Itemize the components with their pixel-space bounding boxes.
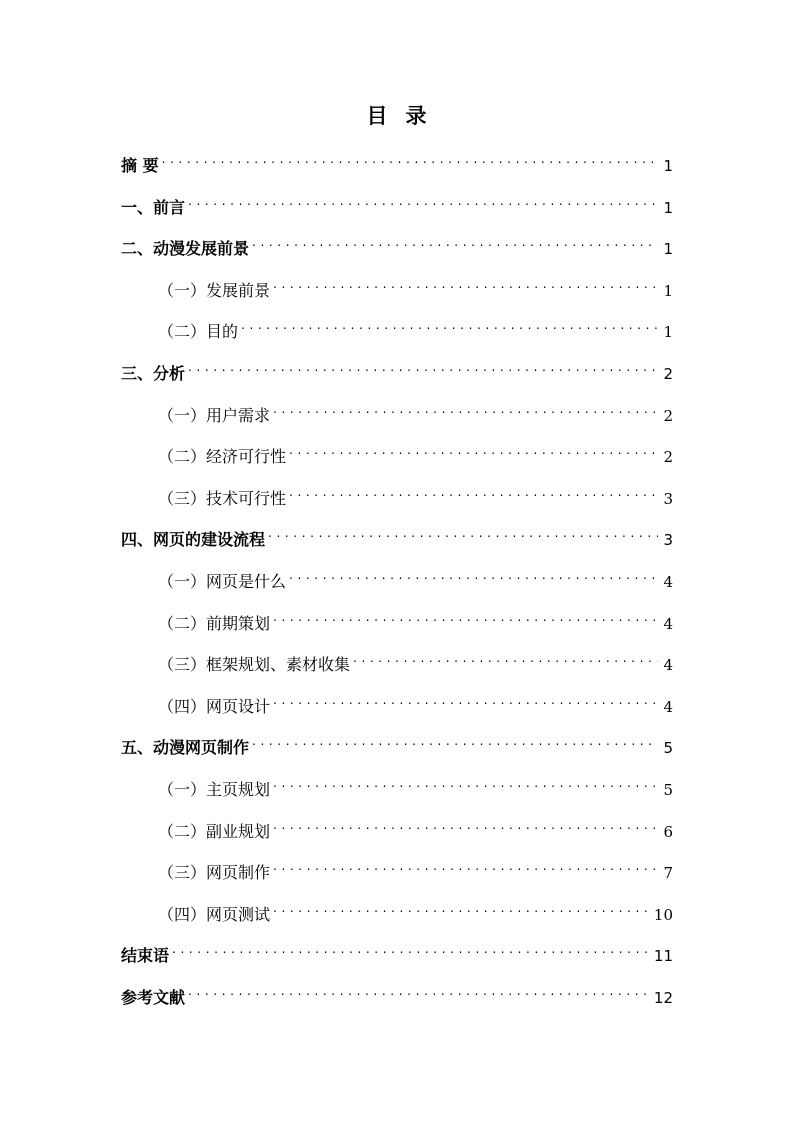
toc-dot-leader <box>162 147 659 171</box>
toc-entry[interactable] <box>158 480 673 508</box>
toc-entry-label: （四）网页设计 <box>158 697 271 716</box>
toc-entry-label: （二）前期策划 <box>158 614 271 633</box>
toc-entry-label: 二、动漫发展前景 <box>121 239 250 258</box>
toc-entry-page-number: 2 <box>663 365 673 383</box>
toc-dot-leader <box>273 272 658 296</box>
toc-dot-leader <box>273 397 658 421</box>
toc-entry[interactable] <box>158 563 673 591</box>
toc-entry-label: （四）网页测试 <box>158 905 271 924</box>
toc-entry-page-number: 1 <box>663 323 673 341</box>
toc-entry[interactable] <box>158 605 673 633</box>
toc-entry-page-number: 5 <box>663 739 673 757</box>
toc-entry-page-number: 4 <box>663 656 673 674</box>
toc-entry-label: （一）发展前景 <box>158 281 271 300</box>
toc-entry-label: 摘 要 <box>121 156 159 175</box>
toc-dot-leader <box>172 937 649 961</box>
toc-dot-leader <box>188 189 658 213</box>
toc-entry-label: 三、分析 <box>121 364 186 383</box>
toc-entry[interactable] <box>158 771 673 799</box>
toc-entry-page-number: 3 <box>663 531 673 549</box>
toc-entry[interactable] <box>121 979 673 1007</box>
toc-entry-label: 一、前言 <box>121 198 186 217</box>
toc-dot-leader <box>289 480 658 504</box>
toc-entry-page-number: 4 <box>663 698 673 716</box>
toc-dot-leader <box>289 438 658 462</box>
toc-entry[interactable] <box>121 147 673 175</box>
toc-entry[interactable] <box>121 729 673 757</box>
toc-dot-leader <box>268 521 658 545</box>
toc-entry-label: （二）经济可行性 <box>158 447 287 466</box>
toc-dot-leader <box>188 979 649 1003</box>
toc-entry[interactable] <box>121 521 673 549</box>
toc-entry-page-number: 7 <box>663 864 673 882</box>
toc-entry-label: 五、动漫网页制作 <box>121 738 250 757</box>
toc-entry-label: （二）目的 <box>158 322 239 341</box>
toc-entry-page-number: 2 <box>663 448 673 466</box>
toc-entry-label: （一）网页是什么 <box>158 572 287 591</box>
toc-entry-label: （二）副业规划 <box>158 822 271 841</box>
toc-entry[interactable] <box>158 646 673 674</box>
toc-dot-leader <box>273 771 658 795</box>
toc-entry-page-number: 10 <box>653 906 673 924</box>
toc-entry[interactable] <box>158 272 673 300</box>
toc-entry[interactable] <box>158 397 673 425</box>
toc-dot-leader <box>252 230 658 254</box>
toc-entry[interactable] <box>158 854 673 882</box>
toc-entry-page-number: 5 <box>663 781 673 799</box>
toc-entry-page-number: 2 <box>663 407 673 425</box>
toc-entry-label: 四、网页的建设流程 <box>121 530 266 549</box>
toc-entry[interactable] <box>121 230 673 258</box>
toc-entry[interactable] <box>158 313 673 341</box>
toc-dot-leader <box>188 355 658 379</box>
toc-entry-page-number: 11 <box>653 947 673 965</box>
toc-dot-leader <box>273 854 658 878</box>
toc-dot-leader <box>353 646 658 670</box>
toc-entry-label: 结束语 <box>121 946 170 965</box>
toc-entry-page-number: 4 <box>663 573 673 591</box>
toc-dot-leader <box>273 896 649 920</box>
toc-entry[interactable] <box>158 438 673 466</box>
toc-entry[interactable] <box>121 355 673 383</box>
toc-entry[interactable] <box>121 937 673 965</box>
toc-entry-page-number: 1 <box>663 240 673 258</box>
toc-dot-leader <box>273 813 658 837</box>
toc-entry[interactable] <box>121 189 673 217</box>
toc-entry-page-number: 6 <box>663 823 673 841</box>
toc-dot-leader <box>252 729 658 753</box>
toc-entry-label: （三）框架规划、素材收集 <box>158 655 351 674</box>
toc-entry-page-number: 12 <box>653 989 673 1007</box>
toc-entry-page-number: 1 <box>663 282 673 300</box>
toc-entry-page-number: 1 <box>663 157 673 175</box>
toc-title: 目录 <box>366 104 445 128</box>
toc-entry[interactable] <box>158 896 673 924</box>
toc-dot-leader <box>273 605 658 629</box>
toc-entry-page-number: 1 <box>663 199 673 217</box>
toc-entry-page-number: 4 <box>663 615 673 633</box>
toc-entry[interactable] <box>158 688 673 716</box>
toc-entry-label: 参考文献 <box>121 988 186 1007</box>
toc-entry-label: （一）主页规划 <box>158 780 271 799</box>
toc-dot-leader <box>241 313 658 337</box>
toc-entry-label: （三）网页制作 <box>158 863 271 882</box>
toc-entry-label: （一）用户需求 <box>158 406 271 425</box>
toc-entry-label: （三）技术可行性 <box>158 489 287 508</box>
toc-dot-leader <box>273 688 658 712</box>
toc-dot-leader <box>289 563 658 587</box>
toc-entry-page-number: 3 <box>663 490 673 508</box>
toc-entry[interactable] <box>158 813 673 841</box>
